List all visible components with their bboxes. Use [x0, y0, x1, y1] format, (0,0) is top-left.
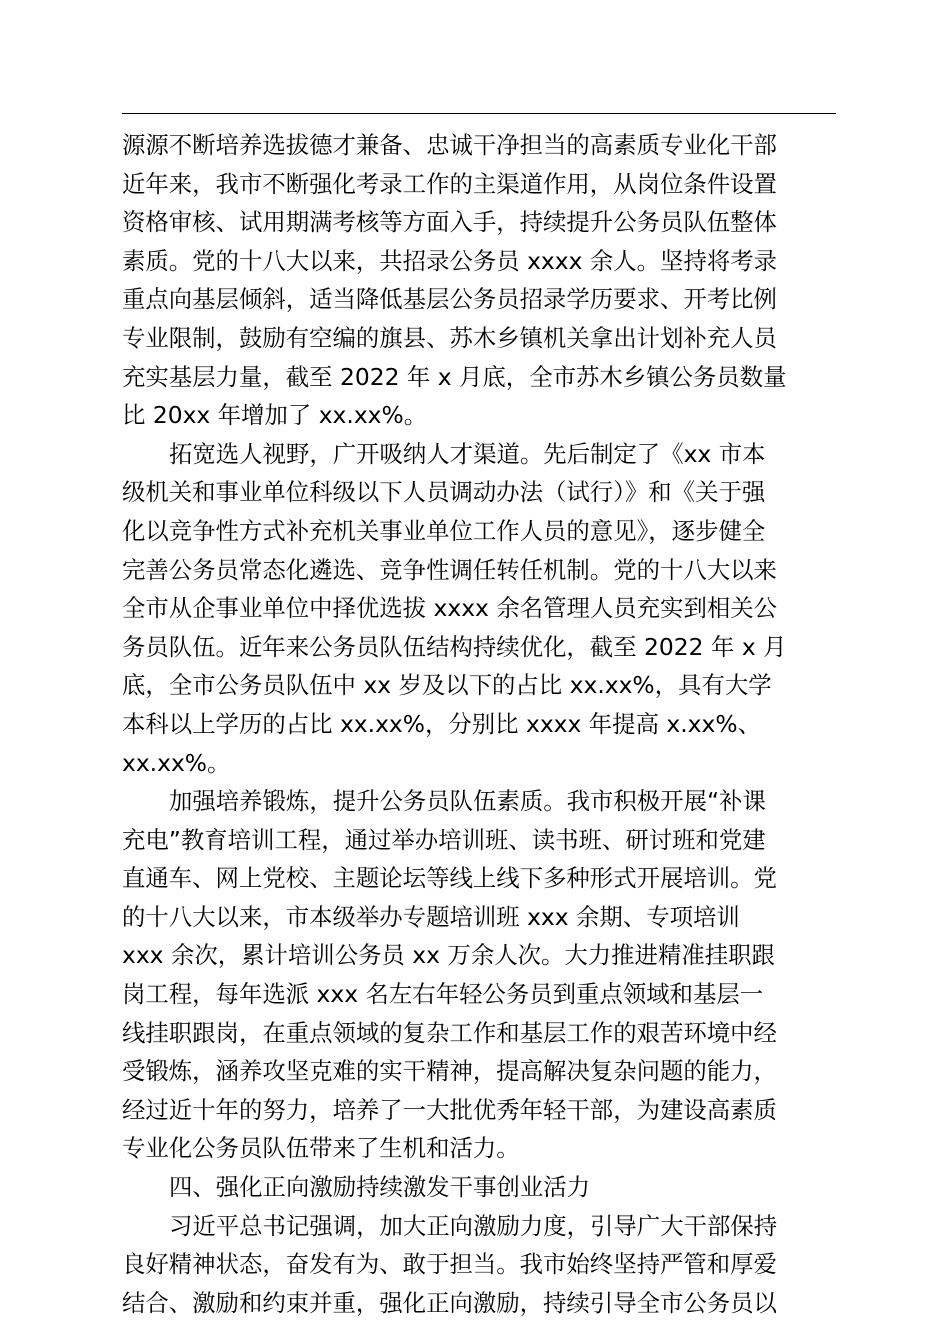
text-line: 的十八大以来，市本级举办专题培训班 xxx 余期、专项培训	[122, 902, 740, 931]
text-line: 良好精神状态，奋发有为、敢于担当。我市始终坚持严管和厚爱	[122, 1250, 777, 1279]
text-line: 经过近十年的努力，培养了一大批优秀年轻干部，为建设高素质	[122, 1095, 777, 1124]
paragraph-first-line: 加强培养锻炼，提升公务员队伍素质。我市积极开展“补课	[169, 787, 766, 816]
text-line: xxx 余次，累计培训公务员 xx 万余人次。大力推进精准挂职跟	[122, 941, 775, 970]
document-body	[122, 126, 838, 1322]
text-line: 本科以上学历的占比 xx.xx%，分别比 xxxx 年提高 x.xx%、	[122, 709, 761, 738]
paragraph-first-line: 拓宽选人视野，广开吸纳人才渠道。先后制定了《xx 市本	[169, 439, 766, 468]
header-rule	[122, 113, 836, 114]
text-line: 资格审核、试用期满考核等方面入手，持续提升公务员队伍整体	[122, 208, 777, 237]
text-line: 线挂职跟岗，在重点领域的复杂工作和基层工作的艰苦环境中经	[122, 1018, 777, 1047]
text-line: 比 20xx 年增加了 xx.xx%。	[122, 401, 428, 430]
text-line: 源源不断培养选拔德才兼备、忠诚干净担当的高素质专业化干部	[122, 131, 777, 159]
text-line: 结合、激励和约束并重，强化正向激励，持续引导全市公务员以	[122, 1288, 777, 1317]
text-line: 底，全市公务员队伍中 xx 岁及以下的占比 xx.xx%，具有大学	[122, 671, 772, 700]
text-line: xx.xx%。	[122, 748, 231, 777]
text-line: 充实基层力量，截至 2022 年 x 月底，全市苏木乡镇公务员数量	[122, 362, 787, 391]
text-line: 专业限制，鼓励有空编的旗县、苏木乡镇机关拿出计划补充人员	[122, 323, 777, 352]
text-line: 素质。党的十八大以来，共招录公务员 xxxx 余人。坚持将考录	[122, 246, 778, 275]
text-line: 岗工程，每年选派 xxx 名左右年轻公务员到重点领域和基层一	[122, 980, 764, 1009]
section-heading: 四、强化正向激励持续激发干事创业活力	[169, 1173, 591, 1202]
text-line: 化以竞争性方式补充机关事业单位工作人员的意见》，逐步健全	[122, 516, 766, 545]
text-line: 重点向基层倾斜，适当降低基层公务员招录学历要求、开考比例	[122, 285, 777, 314]
text-line: 专业化公务员队伍带来了生机和活力。	[122, 1134, 520, 1163]
text-line: 受锻炼，涵养攻坚克难的实干精神，提高解决复杂问题的能力，	[122, 1057, 777, 1086]
text-line: 级机关和事业单位科级以下人员调动办法（试行）》和《关于强	[122, 478, 766, 507]
paragraph-first-line: 习近平总书记强调，加大正向激励力度，引导广大干部保持	[169, 1211, 778, 1240]
text-line: 近年来，我市不断强化考录工作的主渠道作用，从岗位条件设置	[122, 169, 777, 198]
text-line: 全市从企事业单位中择优选拔 xxxx 余名管理人员充实到相关公	[122, 594, 778, 623]
text-line: 务员队伍。近年来公务员队伍结构持续优化，截至 2022 年 x 月	[122, 632, 787, 661]
text-line: 充电”教育培训工程，通过举办培训班、读书班、研讨班和党建	[122, 825, 766, 854]
text-line: 直通车、网上党校、主题论坛等线上线下多种形式开展培训。党	[122, 864, 777, 893]
text-line: 完善公务员常态化遴选、竞争性调任转任机制。党的十八大以来	[122, 555, 777, 584]
